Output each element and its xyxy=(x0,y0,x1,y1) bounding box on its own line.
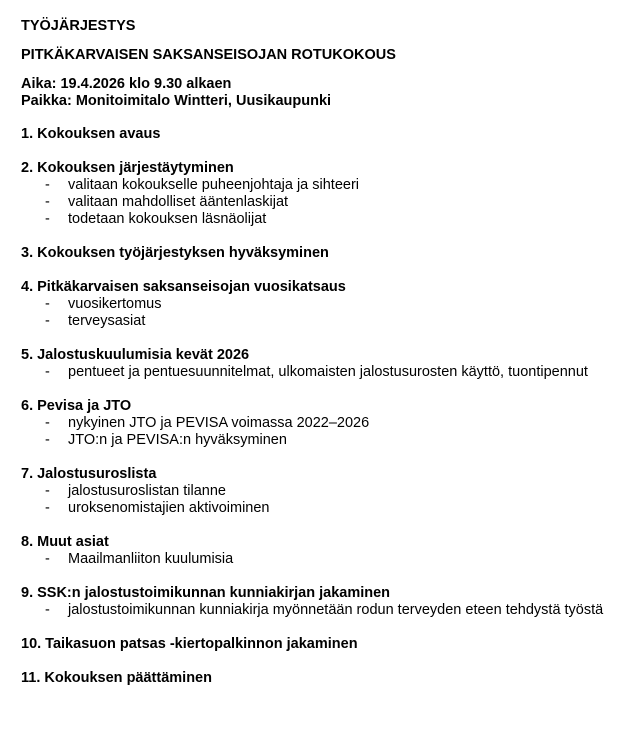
agenda-sub-item-text: terveysasiat xyxy=(68,313,146,329)
agenda-item-heading: 9. SSK:n jalostustoimikunnan kunniakirjan jakaminen xyxy=(21,585,391,601)
agenda-sub-item xyxy=(21,415,621,432)
meeting-time: Aika: 19.4.2026 klo 9.30 alkaen xyxy=(21,76,232,92)
agenda-sub-item-text: JTO:n ja PEVISA:n hyväksyminen xyxy=(68,432,287,448)
agenda-sub-item xyxy=(21,364,621,381)
agenda-sub-item-text: valitaan kokoukselle puheenjohtaja ja sihteeri xyxy=(68,177,359,193)
agenda-item-heading: 8. Muut asiat xyxy=(21,534,109,550)
dash-bullet-icon: - xyxy=(45,483,50,499)
agenda-sub-item-text: pentueet ja pentuesuunnitelmat, ulkomaisten jalostusurosten käyttö, tuontipennut xyxy=(68,364,588,380)
agenda-sub-item-text: vuosikertomus xyxy=(68,296,162,312)
agenda-sub-item-text: jalostusuroslistan tilanne xyxy=(68,483,226,499)
agenda-sub-item-text: Maailmanliiton kuulumisia xyxy=(68,551,234,567)
agenda-item-heading: 1. Kokouksen avaus xyxy=(21,126,161,142)
agenda-sub-item-text: uroksenomistajien aktivoiminen xyxy=(68,500,270,516)
agenda-item-heading: 2. Kokouksen järjestäytyminen xyxy=(21,160,234,176)
dash-bullet-icon: - xyxy=(45,364,50,380)
dash-bullet-icon: - xyxy=(45,432,50,448)
agenda-sub-item xyxy=(21,177,621,194)
agenda-list xyxy=(21,126,621,704)
agenda-item xyxy=(21,160,621,228)
agenda-item xyxy=(21,466,621,517)
agenda-item xyxy=(21,670,621,687)
agenda-item xyxy=(21,245,621,262)
dash-bullet-icon: - xyxy=(45,500,50,516)
agenda-item-heading: 6. Pevisa ja JTO xyxy=(21,398,132,414)
meeting-details xyxy=(21,76,331,110)
agenda-sub-item-text: todetaan kokouksen läsnäolijat xyxy=(68,211,267,227)
agenda-item-heading: 11. Kokouksen päättäminen xyxy=(21,670,212,686)
agenda-sub-item xyxy=(21,432,621,449)
agenda-sub-item xyxy=(21,602,621,619)
agenda-item-heading: 5. Jalostuskuulumisia kevät 2026 xyxy=(21,347,250,363)
agenda-item xyxy=(21,279,621,330)
meeting-place: Paikka: Monitoimitalo Wintteri, Uusikaupunki xyxy=(21,93,332,109)
dash-bullet-icon: - xyxy=(45,194,50,210)
agenda-item-heading: 4. Pitkäkarvaisen saksanseisojan vuosikatsaus xyxy=(21,279,346,295)
dash-bullet-icon: - xyxy=(45,415,50,431)
dash-bullet-icon: - xyxy=(45,551,50,567)
dash-bullet-icon: - xyxy=(45,211,50,227)
agenda-item xyxy=(21,398,621,449)
agenda-item-heading: 10. Taikasuon patsas -kiertopalkinnon jakaminen xyxy=(21,636,358,652)
agenda-item-heading: 3. Kokouksen työjärjestyksen hyväksyminen xyxy=(21,245,329,261)
agenda-item-heading: 7. Jalostusuroslista xyxy=(21,466,157,482)
agenda-item xyxy=(21,347,621,381)
agenda-item xyxy=(21,534,621,568)
agenda-sub-item-text: jalostustoimikunnan kunniakirja myönnetään rodun terveyden eteen tehdystä työstä xyxy=(68,602,604,618)
agenda-sub-item xyxy=(21,296,621,313)
agenda-sub-item xyxy=(21,551,621,568)
agenda-item xyxy=(21,585,621,619)
document-title: TYÖJÄRJESTYS xyxy=(21,18,136,34)
dash-bullet-icon: - xyxy=(45,177,50,193)
agenda-sub-item-text: valitaan mahdolliset ääntenlaskijat xyxy=(68,194,289,210)
agenda-sub-item xyxy=(21,483,621,500)
agenda-sub-item-text: nykyinen JTO ja PEVISA voimassa 2022–2026 xyxy=(68,415,370,431)
dash-bullet-icon: - xyxy=(45,296,50,312)
dash-bullet-icon: - xyxy=(45,602,50,618)
dash-bullet-icon: - xyxy=(45,313,50,329)
agenda-sub-item xyxy=(21,313,621,330)
agenda-item xyxy=(21,126,621,143)
meeting-name: PITKÄKARVAISEN SAKSANSEISOJAN ROTUKOKOUS xyxy=(21,47,396,63)
agenda-sub-item xyxy=(21,194,621,211)
agenda-sub-item xyxy=(21,211,621,228)
agenda-item xyxy=(21,636,621,653)
agenda-sub-item xyxy=(21,500,621,517)
